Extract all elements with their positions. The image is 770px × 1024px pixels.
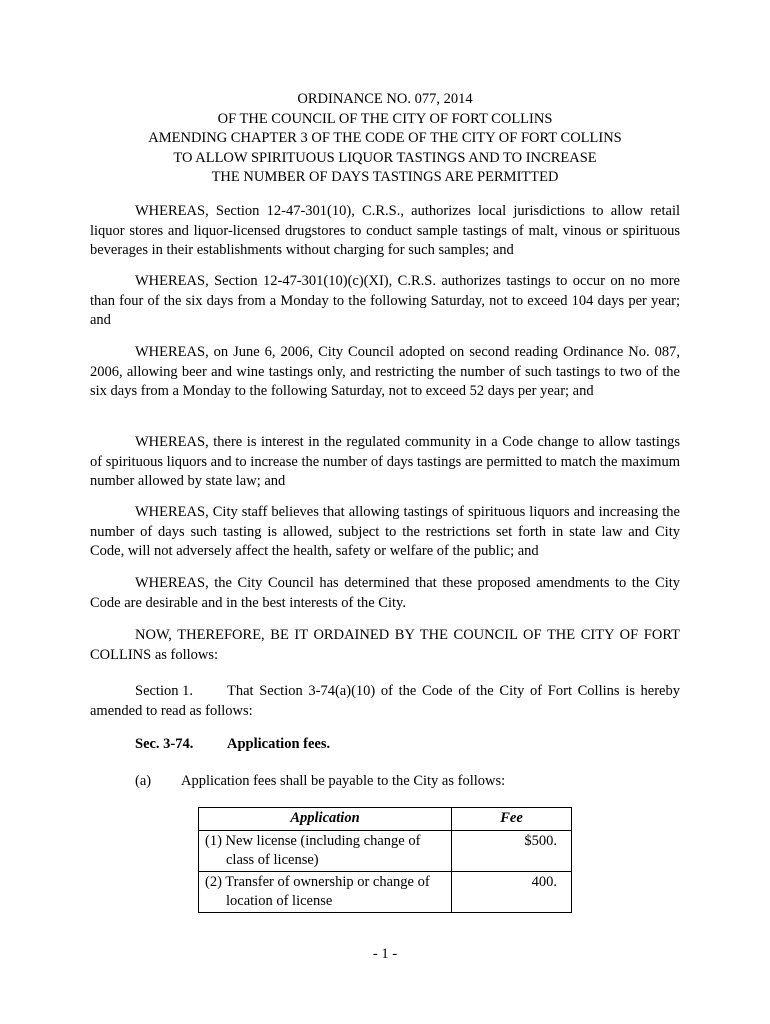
ordinance-number: ORDINANCE NO. 077, 2014	[297, 91, 473, 107]
subsection-a	[135, 772, 505, 792]
section-1-label: Section 1.	[135, 683, 193, 699]
subsection-a-text: Application fees shall be payable to the City as follows:	[181, 773, 506, 789]
page-number: - 1 -	[372, 946, 398, 962]
code-section-number: Sec. 3-74.	[135, 736, 194, 752]
subsection-a-label: (a)	[135, 773, 152, 789]
application-text: (1) New license (including change of class of license)	[205, 833, 421, 868]
whereas-paragraph-1: WHEREAS, Section 12-47-301(10), C.R.S., authorizes local jurisdictions to allow retail liquor stores and liquor-licensed drugstores to conduct sample tastings of malt, vinous or spirituous beverages in their establishments without charging for such samples; and	[90, 203, 680, 258]
whereas-paragraph-4: WHEREAS, there is interest in the regulated community in a Code change to allow tastings of spirituous liquors and to increase the number of days tastings are permitted to match the maximum number allowed by state law; and	[90, 434, 680, 489]
code-section-heading	[135, 735, 330, 755]
application-cell	[199, 872, 452, 913]
heading-line-4: TO ALLOW SPIRITUOUS LIQUOR TASTINGS AND TO INCREASE	[173, 149, 597, 166]
header-application: Application	[199, 808, 452, 831]
whereas-paragraph-5: WHEREAS, City staff believes that allowing tastings of spirituous liquors and increasing the number of days such tasting is allowed, subject to the restrictions set forth in state law and City Code, will not adversely affect the health, safety or welfare of the public; and	[90, 504, 680, 559]
whereas-paragraph-3: WHEREAS, on June 6, 2006, City Council adopted on second reading Ordinance No. 087, 2006, allowing beer and wine tastings only, and restricting the number of such tastings to two of the six days from a Monday to the following Saturday, not to exceed 52 days per year; and	[90, 344, 680, 399]
whereas-paragraph-6: WHEREAS, the City Council has determined that these proposed amendments to the City Code are desirable and in the best interests of the City.	[90, 575, 680, 611]
section-1-text: That Section 3-74(a)(10) of the Code of the City of Fort Collins is hereby amended to read as follows:	[90, 683, 680, 719]
fee-cell: $500.	[452, 831, 572, 872]
fee-table	[198, 807, 572, 913]
code-section-title: Application fees.	[227, 736, 331, 752]
application-text: (2) Transfer of ownership or change of location of license	[205, 874, 430, 909]
header-fee: Fee	[452, 808, 572, 831]
heading-line-2: OF THE COUNCIL OF THE CITY OF FORT COLLINS	[217, 110, 553, 127]
table-row	[199, 872, 572, 913]
ordinance-heading	[90, 90, 680, 188]
table-row	[199, 831, 572, 872]
whereas-paragraph-2: WHEREAS, Section 12-47-301(10)(c)(XI), C.R.S. authorizes tastings to occur on no more than four of the six days from a Monday to the following Saturday, not to exceed 104 days per year; and	[90, 273, 680, 328]
application-cell	[199, 831, 452, 872]
section-1-paragraph	[90, 682, 680, 721]
ordained-paragraph: NOW, THEREFORE, BE IT ORDAINED BY THE COUNCIL OF THE CITY OF FORT COLLINS as follows:	[90, 627, 680, 663]
fee-table-header-row	[199, 808, 572, 831]
heading-line-3: AMENDING CHAPTER 3 OF THE CODE OF THE CITY OF FORT COLLINS	[148, 130, 622, 146]
heading-line-5: THE NUMBER OF DAYS TASTINGS ARE PERMITTED	[211, 169, 559, 185]
fee-cell: 400.	[452, 872, 572, 913]
